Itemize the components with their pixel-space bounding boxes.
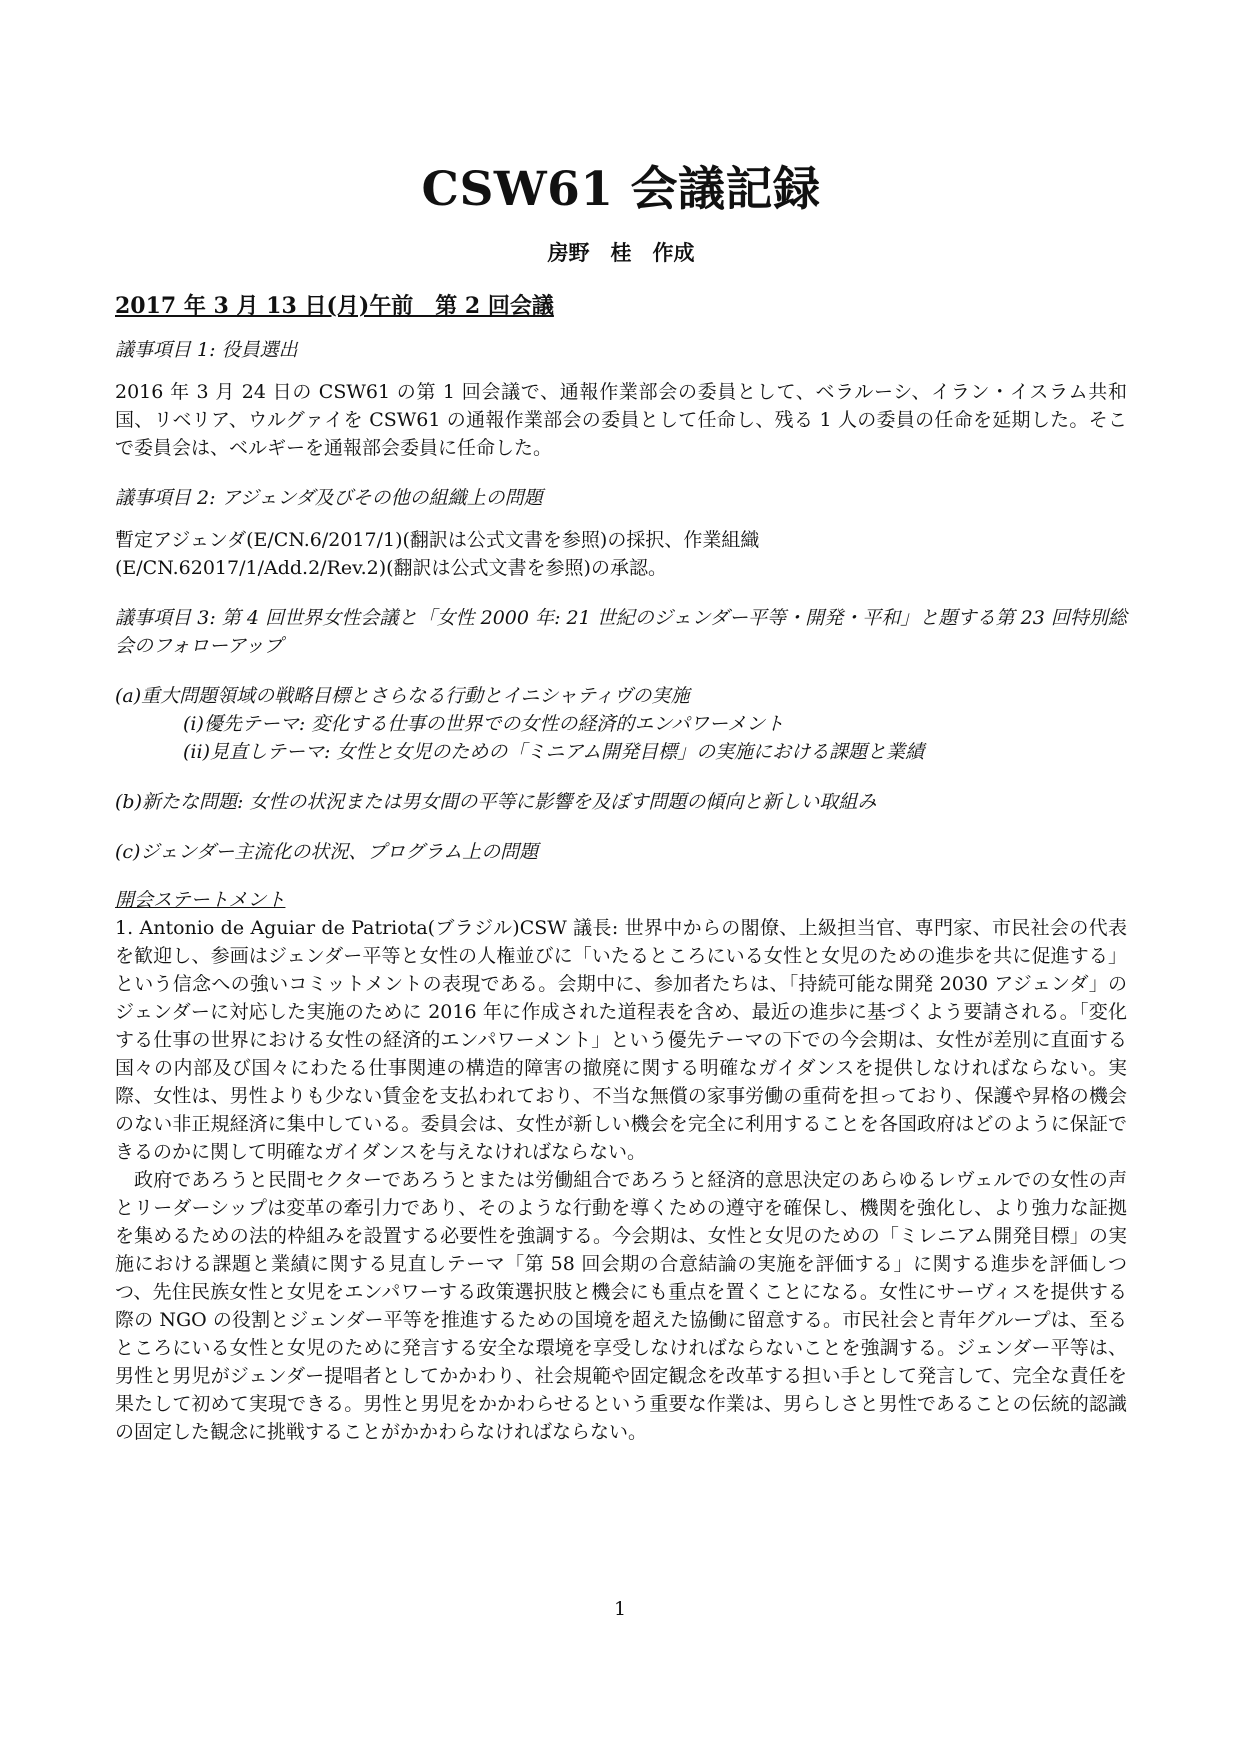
opening-paragraph-1: 1. Antonio de Aguiar de Patriota(ブラジル)CSW 議長: 世界中からの閣僚、上級担当官、専門家、市民社会の代表を歓迎し、参画はジェンダー平等と女性の人権並びに「いたるところにいる女性と女児のための進歩を共に促進する」という信念への強いコミットメントの表現である。会期中に、参加者たちは、「持続可能な開発 2030 アジェンダ」のジェンダーに対応した実施のために 2016 年に作成された道程表を含め、最近の進歩に基づくよう要請される。「変化する仕事の世界における女性の経済的エンパワーメント」という優先テーマの下での今会期は、女性が差別に直面する国々の内部及び国々にわたる仕事関連の構造的障害の撤廃に関する明確なガイダンスを提供しなければならない。実際、女性は、男性よりも少ない賃金を支払われており、不当な無償の家事労働の重荷を担っており、保護や昇格の機会のない非正規経済に集中している。委員会は、女性が新しい機会を完全に利用することを各国政府はどのように保証できるのかに関して明確なガイダンスを与えなければならない。 [115, 917, 1127, 1163]
agenda-item-2-body [115, 526, 1127, 582]
session-heading: 2017 年 3 月 13 日(月)午前 第 2 回会議 [115, 293, 554, 319]
document-author: 房野 桂 作成 [547, 240, 695, 265]
agenda-item-1-title: 議事項目 1: 役員選出 [115, 339, 298, 361]
opening-statement-heading: 開会ステートメント [115, 889, 286, 911]
document-title: CSW61 会議記録 [421, 162, 821, 217]
subitem-a: (a)重大問題領域の戦略目標とさらなる行動とイニシャティヴの実施 [115, 685, 690, 707]
page-number: 1 [613, 1598, 627, 1620]
subitem-b: (b)新たな問題: 女性の状況または男女間の平等に影響を及ぼす問題の傾向と新しい取組み [115, 791, 877, 813]
subitem-a-i: (i)優先テーマ: 変化する仕事の世界での女性の経済的エンパワーメント [183, 713, 785, 735]
subitem-c: (c)ジェンダー主流化の状況、プログラム上の問題 [115, 841, 539, 863]
subitem-a-ii: (ii)見直しテーマ: 女性と女児のための「ミニアム開発目標」の実施における課題と業績 [183, 741, 925, 763]
agenda-item-2-body-line: 暫定アジェンダ(E/CN.6/2017/1)(翻訳は公式文書を参照)の採択、作業組織 [115, 529, 760, 551]
agenda-item-1-body: 2016 年 3 月 24 日の CSW61 の第 1 回会議で、通報作業部会の委員として、ベラルーシ、イラン・イスラム共和国、リベリア、ウルグァイを CSW61 の通報作業部会の委員として任命し、残る 1 人の委員の任命を延期した。そこで委員会は、ベルギーを通報部会委員に任命した。 [115, 381, 1127, 459]
agenda-item-2-body-line: (E/CN.62017/1/Add.2/Rev.2)(翻訳は公式文書を参照)の承認。 [115, 557, 667, 579]
opening-paragraph-2: 政府であろうと民間セクターであろうとまたは労働組合であろうと経済的意思決定のあらゆるレヴェルでの女性の声とリーダーシップは変革の牽引力であり、そのような行動を導くための遵守を確保し、機関を強化し、より強力な証拠を集めるための法的枠組みを設置する必要性を強調する。今会期は、女性と女児のための「ミレニアム開発目標」の実施における課題と業績に関する見直しテーマ「第 58 回会期の合意結論の実施を評価する」に関する進歩を評価しつつ、先住民族女性と女児をエンパワーする政策選択肢と機会にも重点を置くことになる。女性にサーヴィスを提供する際の NGO の役割とジェンダー平等を推進するための国境を超えた協働に留意する。市民社会と青年グループは、至るところにいる女性と女児のために発言する安全な環境を享受しなければならないことを強調する。ジェンダー平等は、男性と男児がジェンダー提唱者としてかかわり、社会規範や固定観念を改革する担い手として発言して、完全な責任を果たして初めて実現できる。男性と男児をかかわらせるという重要な作業は、男らしさと男性であることの伝統的認識の固定した観念に挑戦することがかかわらなければならない。 [115, 1169, 1127, 1443]
agenda-item-2-title: 議事項目 2: アジェンダ及びその他の組織上の問題 [115, 487, 543, 509]
agenda-item-3-title: 議事項目 3: 第 4 回世界女性会議と「女性 2000 年: 21 世紀のジェンダー平等・開発・平和」と題する第 23 回特別総会のフォローアップ [115, 607, 1127, 657]
page-content [115, 150, 1127, 1446]
